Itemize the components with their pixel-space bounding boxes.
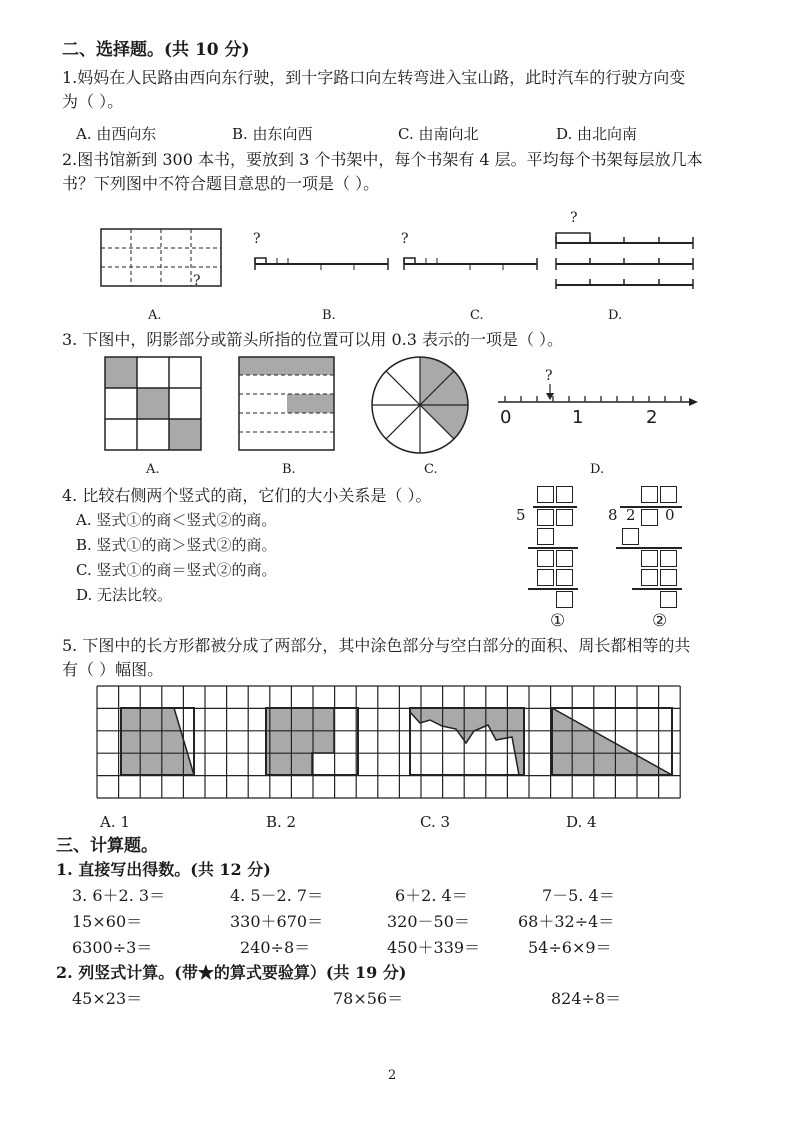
q3-figure-a [104,356,204,452]
page-number: 2 [388,1068,397,1083]
p1-r1-c3: 6＋2. 4＝ [395,886,468,905]
q3-label-b: B. [282,462,296,477]
p2-item-3: 824÷8＝ [551,989,622,1008]
q4-option-b: B. 竖式①的商＞竖式②的商。 [76,536,277,554]
q3-label-d: D. [590,462,605,477]
q4-option-d: D. 无法比较。 [76,586,173,604]
q1-option-d: D. 由北向南 [556,125,638,143]
q2-figure-a [100,226,225,291]
q3-figure-c [370,355,470,455]
q3-figure-b [238,356,338,452]
p1-r1-c1: 3. 6＋2. 3＝ [72,886,166,905]
q2-label-b: B. [322,308,336,323]
q3-tick-1: 1 [572,407,584,428]
q2-a-question-mark: ? [193,273,201,289]
p1-r2-c2: 330＋670＝ [230,912,324,931]
p1-r2-c4: 68＋32÷4＝ [518,912,615,931]
q2-figure-b [252,246,392,276]
q4-text-line1: 4. 比较右侧两个竖式的商，它们的大小关系是（ ）。 [62,486,432,505]
q3-d-question-mark: ? [545,368,553,384]
q1-option-b: B. 由东向西 [232,125,313,143]
q5-shape-b [266,708,334,775]
q2-b-question-mark: ? [253,231,261,247]
q5-option-a: A. 1 [100,813,130,831]
q5-grid-figure [94,685,704,809]
p1-r2-c1: 15×60＝ [72,912,143,931]
q5-option-b: B. 2 [266,813,297,831]
q2-d-question-mark: ? [570,210,578,226]
q2-figure-c [401,246,541,276]
q2-text-line1: 2.图书馆新到 300 本书，要放到 3 个书架中，每个书架有 4 层。平均每个书架每层放几本 [62,150,703,169]
p2-title: 2. 列竖式计算。(带★的算式要验算）(共 19 分) [56,963,407,982]
q1-text-line2: 为（ ）。 [62,92,124,111]
p2-item-2: 78×56＝ [333,989,404,1008]
q3-label-a: A. [146,462,160,477]
q4-option-c: C. 竖式①的商＝竖式②的商。 [76,561,277,579]
q3-tick-2: 2 [646,407,658,428]
p1-r2-c3: 320－50＝ [387,912,470,931]
p1-r1-c2: 4. 5－2. 7＝ [230,886,324,905]
q4-div1-divisor: 5 [516,506,526,524]
q2-label-a: A. [148,308,162,323]
q2-c-question-mark: ? [401,231,409,247]
q1-option-c: C. 由南向北 [398,125,479,143]
q3-tick-0: 0 [500,407,512,428]
q3-figure-d [494,380,700,410]
q4-div2-divisor: 8 [608,506,618,524]
q1-text-line1: 1.妈妈在人民路由西向东行驶，到十字路口向左转弯进入宝山路，此时汽车的行驶方向变 [62,68,686,87]
p1-r3-c1: 6300÷3＝ [72,938,153,957]
q4-div2-digit-1: 2 [626,506,636,524]
p1-r3-c3: 450＋339＝ [387,938,481,957]
q4-div2-mark: ② [652,611,668,631]
q5-shape-d [552,708,672,775]
q5-text-line2: 有（ ）幅图。 [62,660,164,679]
q3-text-line1: 3. 下图中，阴影部分或箭头所指的位置可以用 0.3 表示的一项是（ ）。 [62,330,564,349]
p1-r1-c4: 7－5. 4＝ [542,886,615,905]
section-title-choice: 二、选择题。(共 10 分) [62,40,250,60]
q3-label-c: C. [424,462,438,477]
section-title-calc: 三、计算题。 [56,836,158,856]
q5-text-line1: 5. 下图中的长方形都被分成了两部分，其中涂色部分与空白部分的面积、周长都相等的共 [62,636,691,655]
p1-r3-c2: 240÷8＝ [240,938,311,957]
q5-option-d: D. 4 [566,813,597,831]
q5-option-c: C. 3 [420,813,451,831]
q2-text-line2: 书？下列图中不符合题目意思的一项是（ ）。 [62,174,380,193]
q4-div2-digit-3: 0 [665,506,675,524]
p2-item-1: 45×23＝ [72,989,143,1008]
q2-figure-d [553,226,698,291]
q4-div1-mark: ① [550,611,566,631]
q4-option-a: A. 竖式①的商＜竖式②的商。 [76,511,277,529]
q2-label-d: D. [608,308,623,323]
p1-r3-c4: 54÷6×9＝ [528,938,612,957]
q1-option-a: A. 由西向东 [76,125,157,143]
p1-title: 1. 直接写出得数。(共 12 分) [56,860,271,879]
q2-label-c: C. [470,308,484,323]
